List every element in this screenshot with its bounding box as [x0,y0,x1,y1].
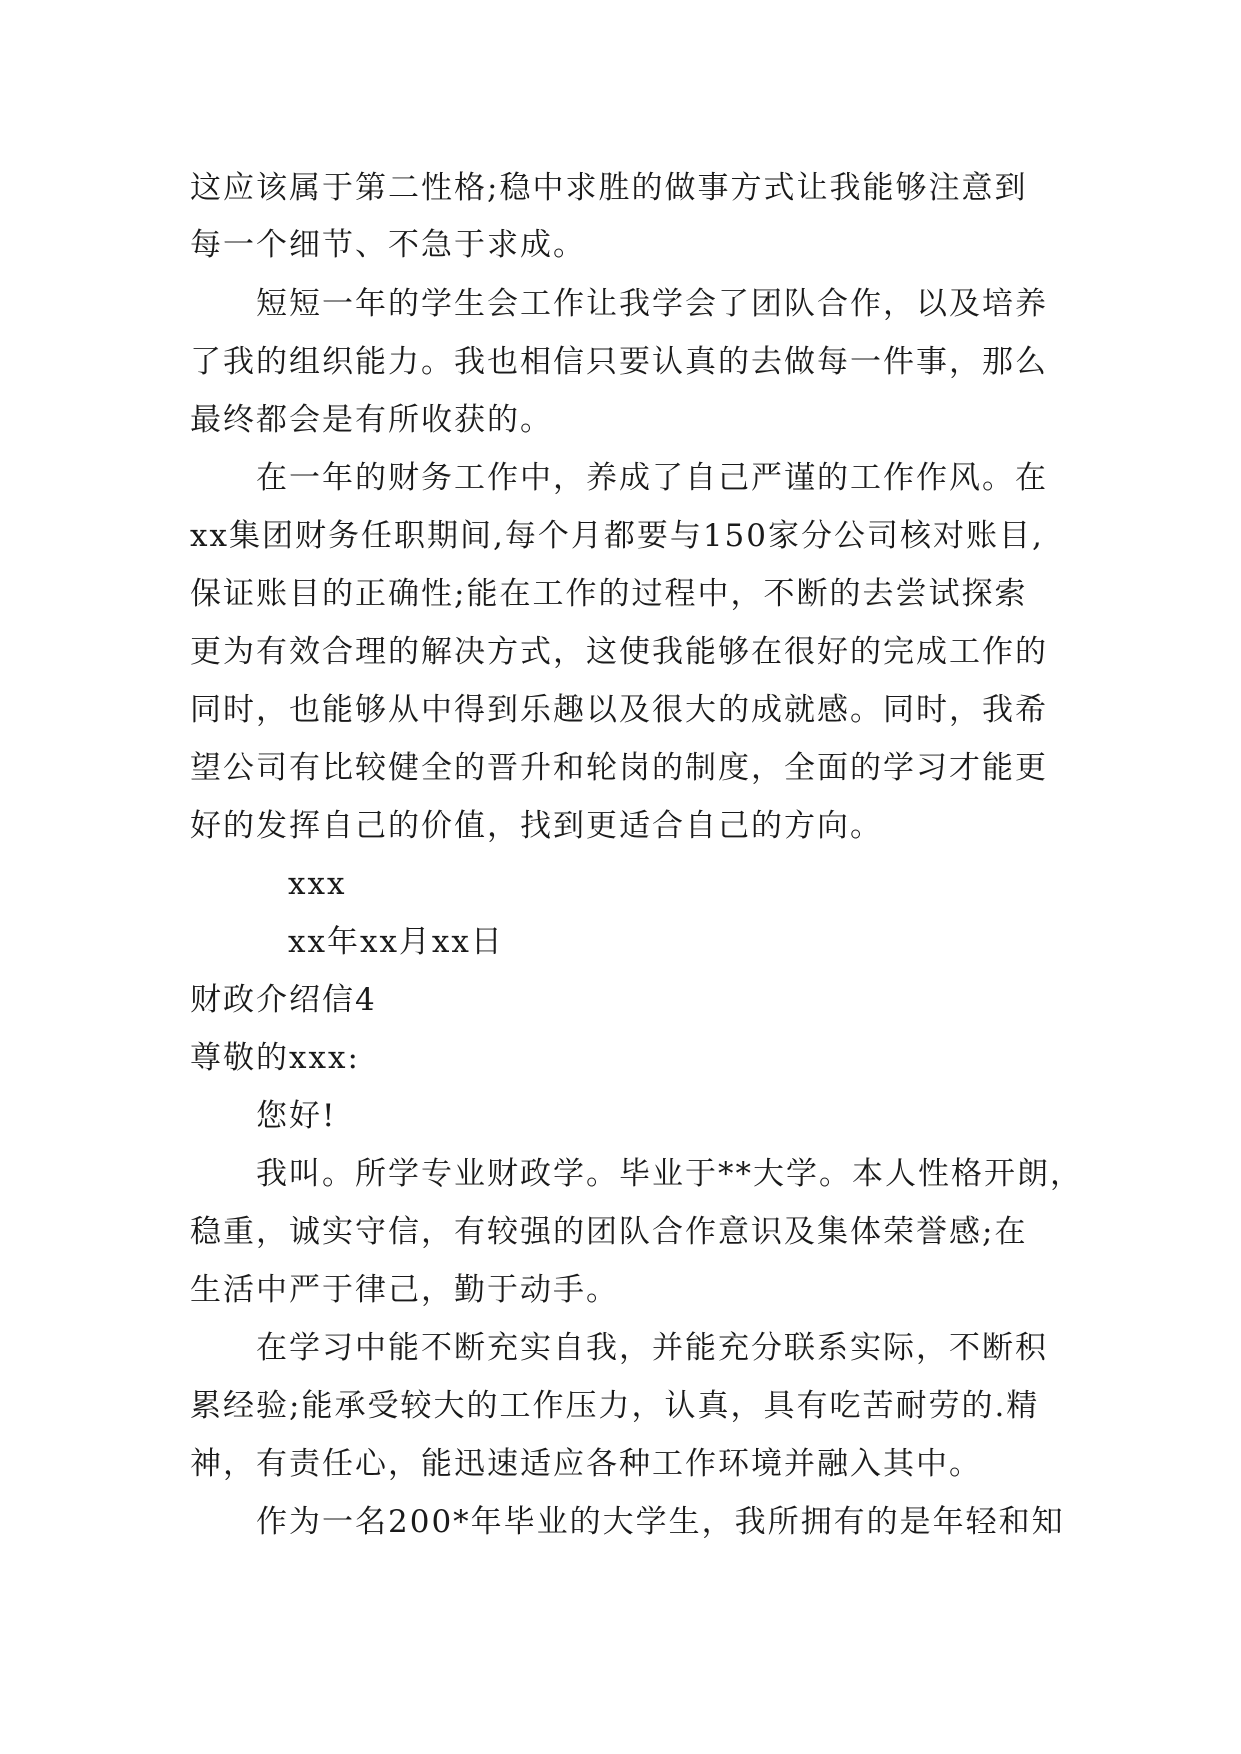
text-line: 神，有责任心，能迅速适应各种工作环境并融入其中。 [190,1446,982,1482]
paragraph-start-line: 在学习中能不断充实自我，并能充分联系实际，不断积 [256,1330,1048,1366]
text-line: 好的发挥自己的价值，找到更适合自己的方向。 [190,808,883,844]
paragraph-start-line: 我叫。所学专业财政学。毕业于**大学。本人性格开朗， [256,1156,1083,1192]
text-line: 累经验;能承受较大的工作压力，认真，具有吃苦耐劳的.精 [190,1388,1040,1424]
greeting: 您好! [256,1098,337,1134]
text-line: 这应该属于第二性格;稳中求胜的做事方式让我能够注意到 [190,170,1028,206]
section-title: 财政介绍信4 [190,982,377,1018]
text-line: 同时，也能够从中得到乐趣以及很大的成就感。同时，我希 [190,692,1048,728]
paragraph-start-line: 作为一名200*年毕业的大学生，我所拥有的是年轻和知 [256,1504,1065,1540]
signature-name: xxx [288,866,347,902]
text-line: 每一个细节、不急于求成。 [190,227,586,263]
paragraph-start-line: 在一年的财务工作中，养成了自己严谨的工作作风。在 [256,460,1048,496]
signature-date: xx年xx月xx日 [288,924,504,960]
text-line: 保证账目的正确性;能在工作的过程中，不断的去尝试探索 [190,576,1028,612]
text-line: 稳重，诚实守信，有较强的团队合作意识及集体荣誉感;在 [190,1214,1028,1250]
text-line: 望公司有比较健全的晋升和轮岗的制度，全面的学习才能更 [190,750,1048,786]
text-line: 了我的组织能力。我也相信只要认真的去做每一件事，那么 [190,344,1048,380]
text-line: 最终都会是有所收获的。 [190,402,553,438]
text-line: xx集团财务任职期间,每个月都要与150家分公司核对账目, [190,518,1044,554]
text-line: 更为有效合理的解决方式，这使我能够在很好的完成工作的 [190,634,1048,670]
salutation: 尊敬的xxx: [190,1040,360,1076]
text-line: 生活中严于律己，勤于动手。 [190,1272,619,1308]
paragraph-start-line: 短短一年的学生会工作让我学会了团队合作，以及培养 [256,286,1048,322]
